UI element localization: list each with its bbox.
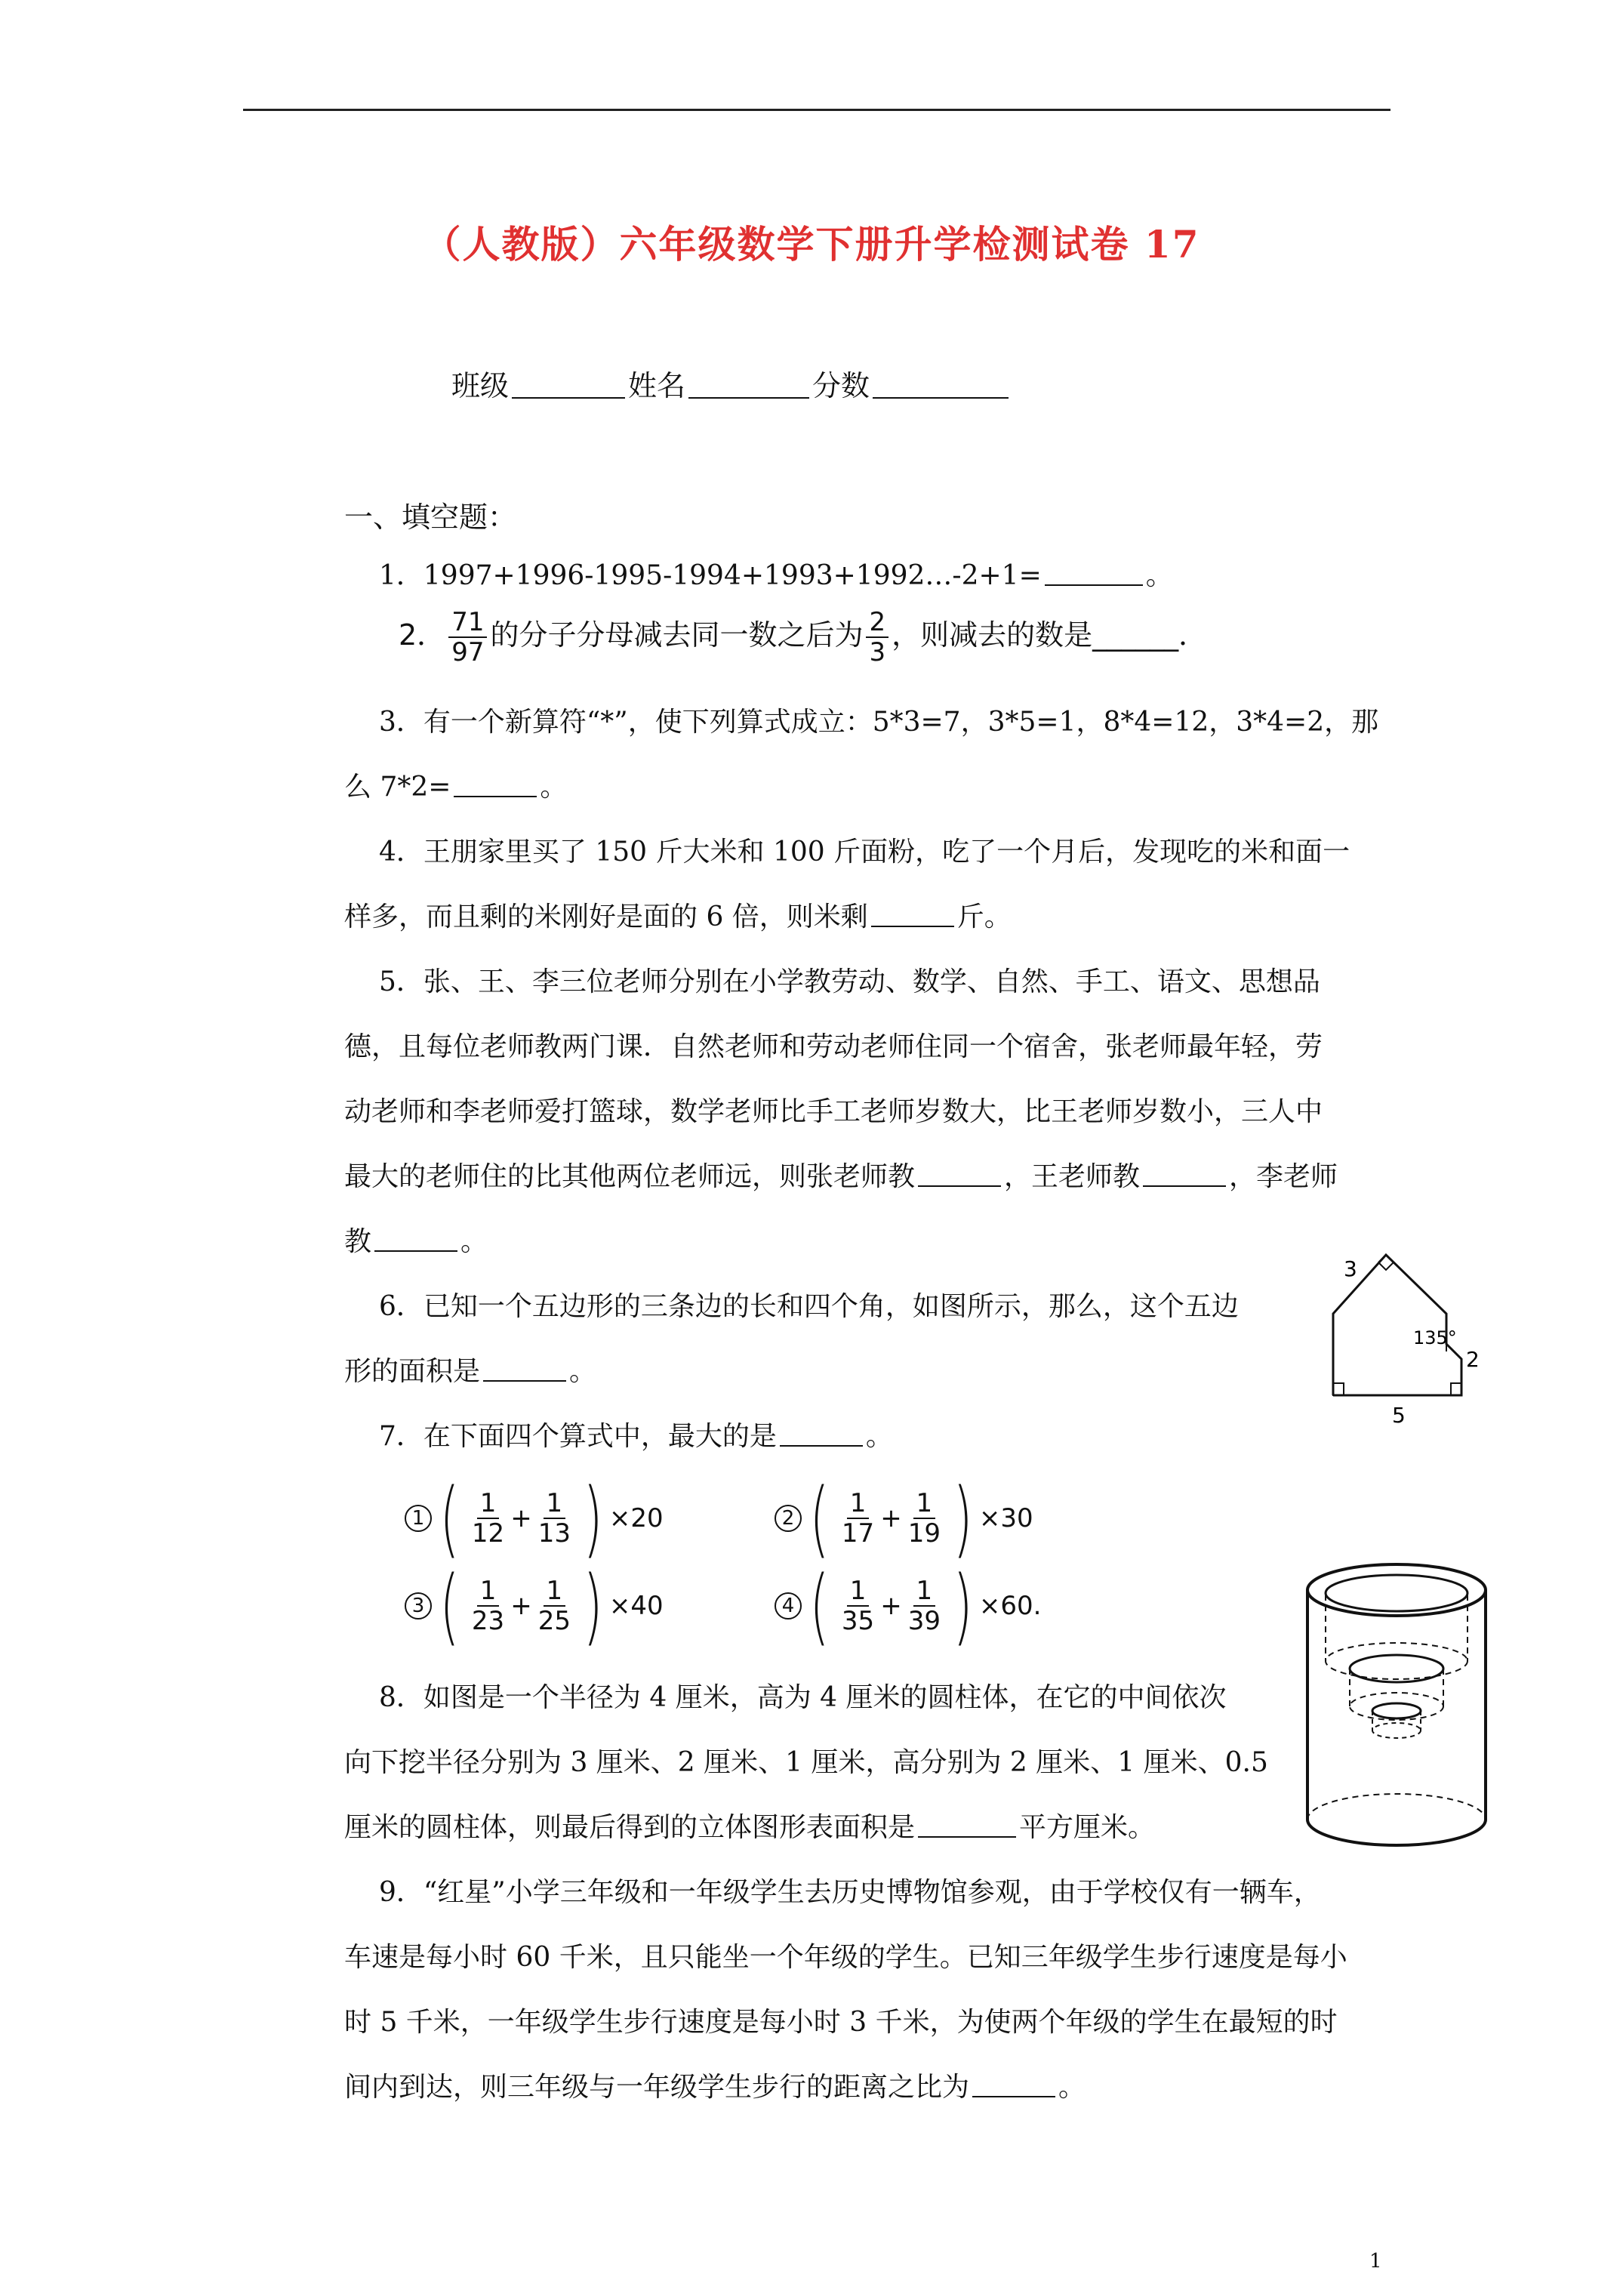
question-2: 2． $\frac{71}{97}$ 的分子分母减去同一数之后为 $\frac{2}{3}$ ，则减去的数是______． bbox=[399, 606, 1208, 667]
page-title: （人教版）六年级数学下册升学检测试卷 17 bbox=[423, 222, 1200, 267]
question-5-line-5: 教 。 bbox=[344, 1226, 488, 1257]
circled-mark: 4 bbox=[775, 1592, 802, 1620]
question-5-line-2: 德，且每位老师教两门课．自然老师和劳动老师住同一个宿舍，张老师最年轻，劳 bbox=[344, 1031, 1323, 1062]
class-label: 班级 bbox=[451, 369, 510, 402]
answer-blank bbox=[918, 1814, 1016, 1838]
page-number: 1 bbox=[1369, 2250, 1382, 2273]
outer-bottom-back bbox=[1307, 1794, 1486, 1820]
student-info-line bbox=[451, 362, 1012, 404]
inner-top-ellipse bbox=[1326, 1575, 1467, 1611]
question-5-line-3: 动老师和李老师爱打篮球，数学老师比手工老师岁数大，比王老师岁数小，三人中 bbox=[344, 1096, 1323, 1127]
expression-2: 2 ( $\frac{1}{17}$ + $\frac{1}{19}$ ) × 30 bbox=[775, 1477, 1033, 1560]
hole-1-bottom bbox=[1326, 1643, 1467, 1679]
fraction-2-3: $\frac{2}{3}$ bbox=[866, 608, 888, 667]
question-9-line-1: 9．“红星”小学三年级和一年级学生去历史博物馆参观，由于学校仅有一辆车， bbox=[379, 1877, 1321, 1908]
question-9-line-2: 车速是每小时 60 千米，且只能坐一个年级的学生。已知三年级学生步行速度是每小 bbox=[344, 1942, 1347, 1973]
circled-mark: 1 bbox=[405, 1505, 432, 1532]
cylinder-figure bbox=[1298, 1555, 1495, 1857]
answer-blank bbox=[918, 1163, 1001, 1187]
side-label-2: 2 bbox=[1466, 1347, 1480, 1372]
expression-4: 4 ( $\frac{1}{35}$ + $\frac{1}{39}$ ) × 60. bbox=[775, 1564, 1041, 1647]
question-4-line-2: 样多，而且剩的米刚好是面的 6 倍，则米剩 斤。 bbox=[344, 901, 1012, 932]
name-label: 姓名 bbox=[628, 369, 686, 402]
side-label-5: 5 bbox=[1392, 1403, 1406, 1427]
question-5-line-1: 5．张、王、李三位老师分别在小学教劳动、数学、自然、手工、语文、思想品 bbox=[379, 966, 1320, 997]
expression-1: 1 ( $\frac{1}{12}$ + $\frac{1}{13}$ ) × 20 bbox=[405, 1477, 664, 1560]
hole-3-top bbox=[1372, 1703, 1421, 1718]
question-5-line-4: 最大的老师住的比其他两位老师远，则张老师教 ，王老师教 ，李老师 bbox=[344, 1161, 1338, 1192]
hole-2-bottom bbox=[1350, 1693, 1443, 1720]
score-blank bbox=[873, 370, 1009, 399]
question-8-line-1: 8．如图是一个半径为 4 厘米，高为 4 厘米的圆柱体，在它的中间依次 bbox=[379, 1682, 1227, 1713]
question-6-line-1: 6．已知一个五边形的三条边的长和四个角，如图所示，那么，这个五边 bbox=[379, 1291, 1239, 1322]
answer-blank bbox=[454, 773, 537, 797]
answer-blank bbox=[972, 2073, 1055, 2097]
pentagon-figure bbox=[1313, 1238, 1495, 1427]
fraction-71-97: $\frac{71}{97}$ bbox=[448, 608, 487, 667]
answer-blank bbox=[871, 903, 954, 927]
question-9-line-3: 时 5 千米，一年级学生步行速度是每小时 3 千米，为使两个年级的学生在最短的时 bbox=[344, 2007, 1338, 2038]
outer-bottom-front bbox=[1307, 1820, 1486, 1845]
answer-blank bbox=[374, 1228, 457, 1252]
hole-2-top bbox=[1350, 1655, 1443, 1682]
score-label: 分数 bbox=[812, 369, 870, 402]
answer-blank bbox=[1045, 562, 1143, 586]
circled-mark: 2 bbox=[775, 1505, 802, 1532]
angle-label-135: 135° bbox=[1413, 1327, 1457, 1348]
top-rule bbox=[243, 109, 1390, 111]
question-6-line-2: 形的面积是 。 bbox=[344, 1356, 597, 1387]
question-3-line-1: 3．有一个新算符“*”，使下列算式成立：5*3=7，3*5=1，8*4=12，3*4=2，那 bbox=[379, 707, 1379, 738]
expression-3: 3 ( $\frac{1}{23}$ + $\frac{1}{25}$ ) × 40 bbox=[405, 1564, 664, 1647]
question-3-line-2: 么 7*2= 。 bbox=[344, 772, 568, 803]
answer-blank bbox=[780, 1422, 863, 1447]
question-9-line-4: 间内到达，则三年级与一年级学生步行的距离之比为 。 bbox=[344, 2072, 1086, 2103]
answer-blank bbox=[1143, 1163, 1226, 1187]
right-angle-mark bbox=[1333, 1383, 1344, 1395]
section-heading: 一、填空题： bbox=[344, 501, 517, 534]
name-blank bbox=[688, 370, 809, 399]
question-8-line-2: 向下挖半径分别为 3 厘米、2 厘米、1 厘米，高分别为 2 厘米、1 厘米、0.5 bbox=[344, 1747, 1268, 1778]
question-8-line-3: 厘米的圆柱体，则最后得到的立体图形表面积是 平方厘米。 bbox=[344, 1812, 1156, 1843]
question-1: 1．1997+1996-1995-1994+1993+1992…-2+1= 。 bbox=[379, 560, 1173, 591]
answer-blank bbox=[483, 1358, 566, 1382]
circled-mark: 3 bbox=[405, 1592, 432, 1620]
question-4-line-1: 4．王朋家里买了 150 斤大米和 100 斤面粉，吃了一个月后，发现吃的米和面一 bbox=[379, 837, 1350, 868]
class-blank bbox=[512, 370, 625, 399]
question-7: 7．在下面四个算式中，最大的是 。 bbox=[379, 1421, 893, 1452]
outer-top-ellipse bbox=[1307, 1564, 1486, 1616]
hole-3-bottom bbox=[1372, 1723, 1421, 1738]
right-angle-mark bbox=[1451, 1383, 1461, 1395]
side-label-3: 3 bbox=[1344, 1256, 1357, 1281]
